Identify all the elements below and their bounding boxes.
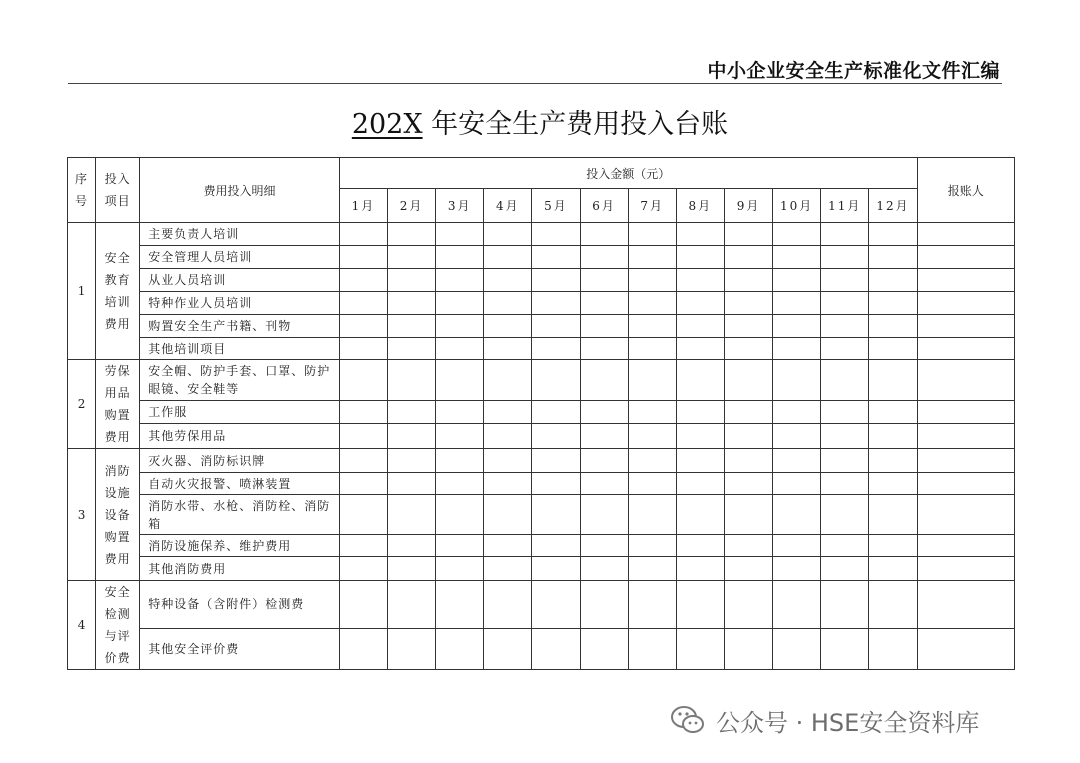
amount-cell	[339, 338, 387, 360]
amount-cell	[436, 269, 484, 292]
amount-cell	[628, 424, 676, 449]
amount-cell	[339, 315, 387, 338]
amount-cell	[436, 315, 484, 338]
amount-cell	[676, 535, 724, 557]
header-detail: 费用投入明细	[140, 158, 340, 223]
amount-cell	[484, 401, 532, 424]
amount-cell	[869, 360, 917, 401]
detail-cell: 自动火灾报警、喷淋装置	[140, 473, 340, 495]
amount-cell	[724, 535, 772, 557]
amount-cell	[532, 473, 580, 495]
amount-cell	[773, 495, 821, 535]
amount-cell	[676, 581, 724, 629]
amount-cell	[869, 581, 917, 629]
amount-cell	[580, 557, 628, 581]
amount-cell	[869, 495, 917, 535]
amount-cell	[387, 292, 435, 315]
amount-cell	[773, 292, 821, 315]
detail-cell: 特种设备（含附件）检测费	[140, 581, 340, 629]
amount-cell	[676, 269, 724, 292]
amount-cell	[387, 628, 435, 669]
amount-cell	[676, 315, 724, 338]
detail-cell: 安全管理人员培训	[140, 246, 340, 269]
amount-cell	[436, 449, 484, 473]
reporter-cell	[917, 246, 1014, 269]
table-row	[68, 401, 1015, 424]
seq-cell: 1	[68, 223, 96, 360]
amount-cell	[724, 338, 772, 360]
month-header: 4月	[484, 189, 532, 223]
amount-cell	[339, 557, 387, 581]
amount-cell	[628, 360, 676, 401]
watermark-text: 公众号 · HSE安全资料库	[716, 708, 980, 737]
amount-cell	[436, 535, 484, 557]
detail-cell: 从业人员培训	[140, 269, 340, 292]
table-row	[68, 246, 1015, 269]
reporter-cell	[917, 338, 1014, 360]
amount-cell	[580, 495, 628, 535]
detail-cell: 主要负责人培训	[140, 223, 340, 246]
header-seq: 序号	[68, 158, 96, 223]
document-title	[0, 102, 1080, 141]
amount-cell	[532, 401, 580, 424]
category-label: 劳保用品购置费用	[104, 364, 131, 444]
amount-cell	[339, 628, 387, 669]
amount-cell	[580, 269, 628, 292]
amount-cell	[676, 223, 724, 246]
amount-cell	[676, 338, 724, 360]
amount-cell	[484, 338, 532, 360]
amount-cell	[628, 473, 676, 495]
amount-cell	[821, 292, 869, 315]
seq-cell: 4	[68, 581, 96, 670]
amount-cell	[628, 557, 676, 581]
month-header: 6月	[580, 189, 628, 223]
amount-cell	[387, 473, 435, 495]
month-header: 12月	[869, 189, 917, 223]
amount-cell	[484, 223, 532, 246]
detail-cell: 工作服	[140, 401, 340, 424]
table-row	[68, 424, 1015, 449]
table-row	[68, 269, 1015, 292]
amount-cell	[869, 401, 917, 424]
amount-cell	[869, 557, 917, 581]
amount-cell	[628, 223, 676, 246]
category-cell	[96, 449, 140, 581]
table-row	[68, 535, 1015, 557]
amount-cell	[580, 223, 628, 246]
watermark	[670, 700, 979, 740]
amount-cell	[387, 338, 435, 360]
table-row	[68, 449, 1015, 473]
table-row	[68, 315, 1015, 338]
amount-cell	[821, 628, 869, 669]
month-header: 1月	[339, 189, 387, 223]
reporter-cell	[917, 557, 1014, 581]
amount-cell	[724, 424, 772, 449]
amount-cell	[532, 338, 580, 360]
wechat-icon	[670, 704, 706, 736]
reporter-cell	[917, 269, 1014, 292]
amount-cell	[773, 535, 821, 557]
reporter-cell	[917, 628, 1014, 669]
amount-cell	[724, 557, 772, 581]
amount-cell	[580, 338, 628, 360]
table-row	[68, 360, 1015, 401]
amount-cell	[580, 401, 628, 424]
amount-cell	[724, 246, 772, 269]
month-header: 8月	[676, 189, 724, 223]
reporter-cell	[917, 495, 1014, 535]
month-header: 3月	[436, 189, 484, 223]
amount-cell	[676, 557, 724, 581]
amount-cell	[339, 581, 387, 629]
amount-cell	[436, 581, 484, 629]
amount-cell	[339, 473, 387, 495]
amount-cell	[628, 315, 676, 338]
amount-cell	[773, 581, 821, 629]
amount-cell	[821, 535, 869, 557]
amount-cell	[869, 473, 917, 495]
header-title: 中小企业安全生产标准化文件汇编	[707, 60, 1000, 82]
reporter-cell	[917, 449, 1014, 473]
amount-cell	[821, 223, 869, 246]
detail-cell: 其他培训项目	[140, 338, 340, 360]
amount-cell	[387, 269, 435, 292]
amount-cell	[532, 557, 580, 581]
amount-cell	[773, 628, 821, 669]
amount-cell	[387, 401, 435, 424]
amount-cell	[773, 315, 821, 338]
amount-cell	[724, 495, 772, 535]
amount-cell	[339, 360, 387, 401]
amount-cell	[484, 535, 532, 557]
reporter-cell	[917, 292, 1014, 315]
reporter-cell	[917, 581, 1014, 629]
amount-cell	[773, 269, 821, 292]
amount-cell	[676, 424, 724, 449]
amount-cell	[339, 449, 387, 473]
amount-cell	[484, 315, 532, 338]
table-row	[68, 223, 1015, 246]
amount-cell	[821, 449, 869, 473]
amount-cell	[532, 424, 580, 449]
amount-cell	[532, 292, 580, 315]
amount-cell	[724, 315, 772, 338]
amount-cell	[484, 581, 532, 629]
amount-cell	[628, 628, 676, 669]
amount-cell	[869, 246, 917, 269]
amount-cell	[676, 473, 724, 495]
amount-cell	[724, 223, 772, 246]
detail-cell: 其他劳保用品	[140, 424, 340, 449]
amount-cell	[580, 246, 628, 269]
amount-cell	[532, 223, 580, 246]
seq-cell: 2	[68, 360, 96, 449]
amount-cell	[532, 246, 580, 269]
amount-cell	[532, 315, 580, 338]
amount-cell	[436, 401, 484, 424]
amount-cell	[676, 246, 724, 269]
month-header: 10月	[773, 189, 821, 223]
reporter-cell	[917, 223, 1014, 246]
month-header: 2月	[387, 189, 435, 223]
amount-cell	[869, 338, 917, 360]
amount-cell	[484, 246, 532, 269]
amount-cell	[580, 424, 628, 449]
amount-cell	[532, 581, 580, 629]
header-amount: 投入金额（元）	[339, 158, 917, 189]
amount-cell	[724, 401, 772, 424]
amount-cell	[724, 581, 772, 629]
table-row	[68, 338, 1015, 360]
amount-cell	[436, 628, 484, 669]
amount-cell	[387, 246, 435, 269]
amount-cell	[484, 424, 532, 449]
reporter-cell	[917, 473, 1014, 495]
amount-cell	[484, 557, 532, 581]
amount-cell	[436, 292, 484, 315]
amount-cell	[628, 535, 676, 557]
amount-cell	[484, 449, 532, 473]
amount-cell	[724, 473, 772, 495]
amount-cell	[339, 495, 387, 535]
reporter-cell	[917, 535, 1014, 557]
amount-cell	[580, 292, 628, 315]
amount-cell	[387, 449, 435, 473]
reporter-cell	[917, 360, 1014, 401]
table-row	[68, 495, 1015, 535]
amount-cell	[532, 628, 580, 669]
detail-cell: 消防水带、水枪、消防栓、消防箱	[140, 495, 340, 535]
month-header: 7月	[628, 189, 676, 223]
amount-cell	[773, 401, 821, 424]
amount-cell	[387, 223, 435, 246]
amount-cell	[821, 269, 869, 292]
amount-cell	[580, 535, 628, 557]
document-title-main: 年安全生产费用投入台账	[422, 109, 729, 140]
amount-cell	[580, 449, 628, 473]
amount-cell	[773, 223, 821, 246]
amount-cell	[628, 338, 676, 360]
amount-cell	[821, 401, 869, 424]
month-header: 11月	[821, 189, 869, 223]
amount-cell	[339, 246, 387, 269]
amount-cell	[821, 338, 869, 360]
amount-cell	[532, 269, 580, 292]
detail-cell: 灭火器、消防标识牌	[140, 449, 340, 473]
amount-cell	[628, 401, 676, 424]
amount-cell	[339, 269, 387, 292]
amount-cell	[339, 424, 387, 449]
category-label: 安全检测与评价费	[104, 585, 131, 665]
amount-cell	[724, 292, 772, 315]
header-reporter: 报账人	[917, 158, 1014, 223]
amount-cell	[773, 557, 821, 581]
amount-cell	[724, 360, 772, 401]
amount-cell	[436, 223, 484, 246]
amount-cell	[387, 535, 435, 557]
amount-cell	[339, 223, 387, 246]
detail-cell: 消防设施保养、维护费用	[140, 535, 340, 557]
amount-cell	[676, 495, 724, 535]
amount-cell	[387, 557, 435, 581]
amount-cell	[436, 338, 484, 360]
amount-cell	[484, 628, 532, 669]
amount-cell	[773, 424, 821, 449]
amount-cell	[387, 581, 435, 629]
amount-cell	[628, 581, 676, 629]
table-row	[68, 628, 1015, 669]
amount-cell	[339, 535, 387, 557]
amount-cell	[387, 424, 435, 449]
amount-cell	[580, 360, 628, 401]
table-row	[68, 581, 1015, 629]
reporter-cell	[917, 424, 1014, 449]
amount-cell	[773, 473, 821, 495]
amount-cell	[724, 449, 772, 473]
amount-cell	[532, 495, 580, 535]
header-rule	[68, 83, 1002, 84]
category-cell	[96, 360, 140, 449]
amount-cell	[436, 557, 484, 581]
amount-cell	[821, 360, 869, 401]
amount-cell	[484, 473, 532, 495]
table-row	[68, 292, 1015, 315]
amount-cell	[628, 449, 676, 473]
amount-cell	[869, 292, 917, 315]
amount-cell	[628, 246, 676, 269]
amount-cell	[869, 315, 917, 338]
ledger-table	[67, 157, 1015, 670]
reporter-cell	[917, 401, 1014, 424]
amount-cell	[869, 223, 917, 246]
category-cell	[96, 223, 140, 360]
amount-cell	[869, 628, 917, 669]
amount-cell	[773, 449, 821, 473]
amount-cell	[724, 269, 772, 292]
amount-cell	[387, 315, 435, 338]
amount-cell	[676, 360, 724, 401]
amount-cell	[869, 535, 917, 557]
header-category: 投入项目	[96, 158, 140, 223]
amount-cell	[532, 535, 580, 557]
reporter-cell	[917, 315, 1014, 338]
amount-cell	[821, 246, 869, 269]
amount-cell	[724, 628, 772, 669]
amount-cell	[339, 401, 387, 424]
table-row	[68, 473, 1015, 495]
detail-cell: 其他消防费用	[140, 557, 340, 581]
amount-cell	[821, 473, 869, 495]
amount-cell	[436, 360, 484, 401]
month-header: 5月	[532, 189, 580, 223]
amount-cell	[628, 269, 676, 292]
amount-cell	[821, 557, 869, 581]
amount-cell	[484, 269, 532, 292]
table-row	[68, 557, 1015, 581]
amount-cell	[339, 292, 387, 315]
amount-cell	[387, 360, 435, 401]
month-header: 9月	[724, 189, 772, 223]
amount-cell	[869, 269, 917, 292]
detail-cell: 特种作业人员培训	[140, 292, 340, 315]
amount-cell	[821, 581, 869, 629]
category-cell	[96, 581, 140, 670]
amount-cell	[436, 473, 484, 495]
amount-cell	[773, 246, 821, 269]
amount-cell	[821, 495, 869, 535]
seq-cell: 3	[68, 449, 96, 581]
amount-cell	[484, 292, 532, 315]
amount-cell	[436, 246, 484, 269]
amount-cell	[580, 628, 628, 669]
amount-cell	[676, 401, 724, 424]
amount-cell	[773, 360, 821, 401]
amount-cell	[484, 360, 532, 401]
amount-cell	[869, 449, 917, 473]
category-label: 消防设施设备购置费用	[104, 463, 131, 566]
detail-cell: 购置安全生产书籍、刊物	[140, 315, 340, 338]
detail-cell: 其他安全评价费	[140, 628, 340, 669]
amount-cell	[628, 495, 676, 535]
category-label: 安全教育培训费用	[104, 251, 131, 331]
amount-cell	[821, 424, 869, 449]
amount-cell	[773, 338, 821, 360]
amount-cell	[628, 292, 676, 315]
amount-cell	[676, 292, 724, 315]
amount-cell	[436, 495, 484, 535]
detail-cell: 安全帽、防护手套、口罩、防护眼镜、安全鞋等	[140, 360, 340, 401]
amount-cell	[676, 449, 724, 473]
amount-cell	[532, 360, 580, 401]
amount-cell	[580, 473, 628, 495]
amount-cell	[532, 449, 580, 473]
document-title-year: 202X	[351, 109, 423, 140]
amount-cell	[387, 495, 435, 535]
amount-cell	[580, 315, 628, 338]
amount-cell	[436, 424, 484, 449]
amount-cell	[821, 315, 869, 338]
amount-cell	[580, 581, 628, 629]
amount-cell	[676, 628, 724, 669]
amount-cell	[484, 495, 532, 535]
amount-cell	[869, 424, 917, 449]
